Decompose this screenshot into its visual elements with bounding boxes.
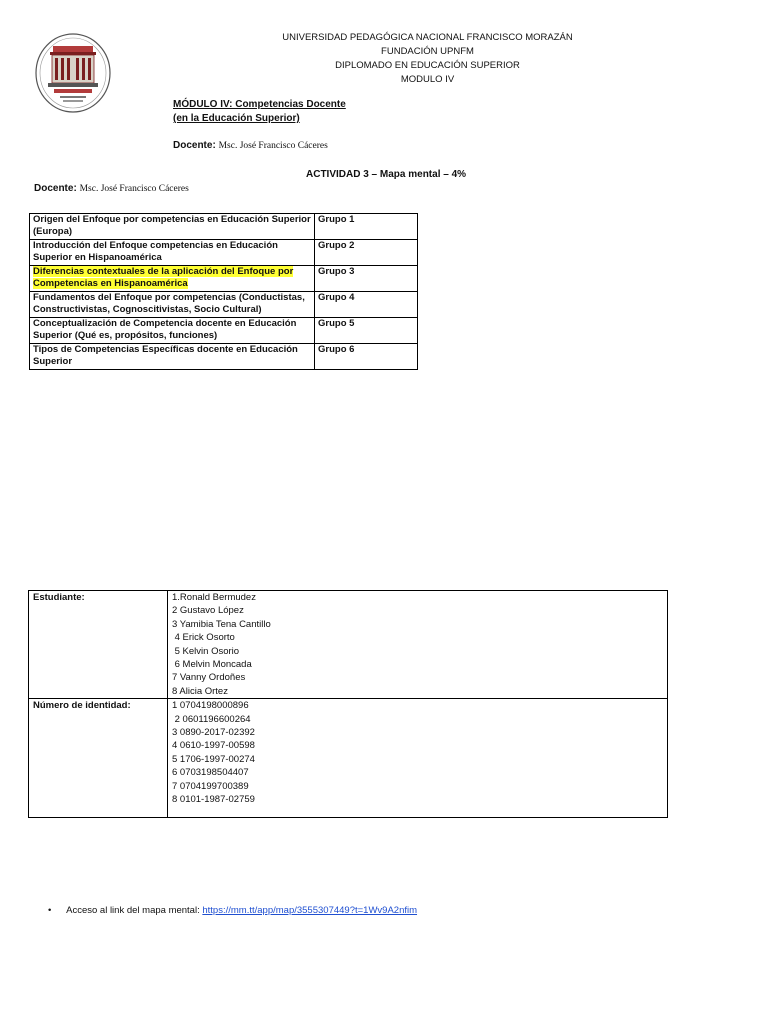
group-topic: Origen del Enfoque por competencias en Educación Superior (Europa) — [30, 214, 315, 240]
group-label: Grupo 2 — [315, 240, 418, 266]
table-row — [30, 292, 418, 318]
group-label: Grupo 3 — [315, 266, 418, 292]
institution-header — [230, 31, 625, 87]
bullet: • — [48, 905, 52, 916]
group-topic-cell — [30, 266, 315, 292]
docente-line — [173, 140, 328, 151]
mind-map-link-line — [48, 905, 417, 916]
student-id: 4 0610-1997-00598 — [172, 740, 255, 752]
table-row — [29, 699, 668, 818]
student-name: 5 Kelvin Osorio — [172, 645, 240, 657]
student-id: 3 0890-2017-02392 — [172, 727, 255, 739]
mind-map-link[interactable]: https://mm.tt/app/map/3555307449?t=1Wv9A2nfim — [202, 905, 418, 916]
groups-table — [29, 213, 418, 370]
student-id: 8 0101-1987-02759 — [172, 794, 255, 806]
module-title-line1: MÓDULO IV: Competencias Docente — [173, 99, 346, 110]
student-name: 2 Gustavo López — [172, 605, 244, 617]
students-table — [28, 590, 668, 818]
student-name: 3 Yamibia Tena Cantillo — [172, 618, 271, 630]
header-line: DIPLOMADO EN EDUCACIÓN SUPERIOR — [335, 60, 520, 71]
group-label: Grupo 4 — [315, 292, 418, 318]
student-id: 2 0601196600264 — [172, 713, 251, 725]
link-intro-text: Acceso al link del mapa mental: — [66, 905, 203, 916]
docente-name: Msc. José Francisco Cáceres — [218, 141, 328, 151]
university-logo — [34, 32, 112, 114]
student-name: 7 Vanny Ordoñes — [172, 672, 246, 684]
student-name: 4 Erick Osorto — [172, 632, 235, 644]
group-topic: Tipos de Competencias Específicas docente en Educación Superior — [30, 344, 315, 370]
header-line: MODULO IV — [400, 74, 455, 85]
table-row — [30, 240, 418, 266]
group-label: Grupo 6 — [315, 344, 418, 370]
header-line: FUNDACIÓN UPNFM — [381, 46, 474, 57]
student-id: 1 0704198000896 — [172, 700, 249, 712]
student-name: 6 Melvin Moncada — [172, 659, 252, 671]
table-row — [29, 591, 668, 699]
table-row — [30, 344, 418, 370]
activity-title: ACTIVIDAD 3 – Mapa mental – 4% — [306, 169, 467, 180]
table-row — [30, 266, 418, 292]
student-name: 1.Ronald Bermudez — [172, 592, 256, 603]
docente-line — [34, 183, 189, 194]
student-id: 5 1706-1997-00274 — [172, 753, 255, 765]
header-line: UNIVERSIDAD PEDAGÓGICA NACIONAL FRANCISCO MORAZÁN — [282, 32, 573, 43]
group-topic: Fundamentos del Enfoque por competencias (Conductistas, Constructivistas, Cognoscitivistas, Socio Cultural) — [30, 292, 315, 318]
docente-label: Docente: — [173, 140, 216, 151]
highlighted-topic: Diferencias contextuales de la aplicación del Enfoque por Competencias en Hispanoamérica — [33, 266, 294, 289]
students-ids — [168, 699, 668, 818]
group-topic: Conceptualización de Competencia docente en Educación Superior (Qué es, propósitos, funciones) — [30, 318, 315, 344]
students-names — [168, 591, 668, 699]
docente-name: Msc. José Francisco Cáceres — [79, 184, 189, 194]
module-title-line2: (en la Educación Superior) — [173, 113, 300, 124]
module-title — [173, 98, 346, 126]
group-topic: Introducción del Enfoque competencias en Educación Superior en Hispanoamérica — [30, 240, 315, 266]
students-label: Estudiante: — [29, 591, 168, 699]
student-id: 7 0704199700389 — [172, 780, 249, 792]
student-id: 6 0703198504407 — [172, 767, 249, 779]
table-row — [30, 214, 418, 240]
group-label: Grupo 5 — [315, 318, 418, 344]
docente-label: Docente: — [34, 183, 77, 194]
id-label: Número de identidad: — [29, 699, 168, 818]
group-label: Grupo 1 — [315, 214, 418, 240]
table-row — [30, 318, 418, 344]
student-name: 8 Alicia Ortez — [172, 685, 228, 697]
